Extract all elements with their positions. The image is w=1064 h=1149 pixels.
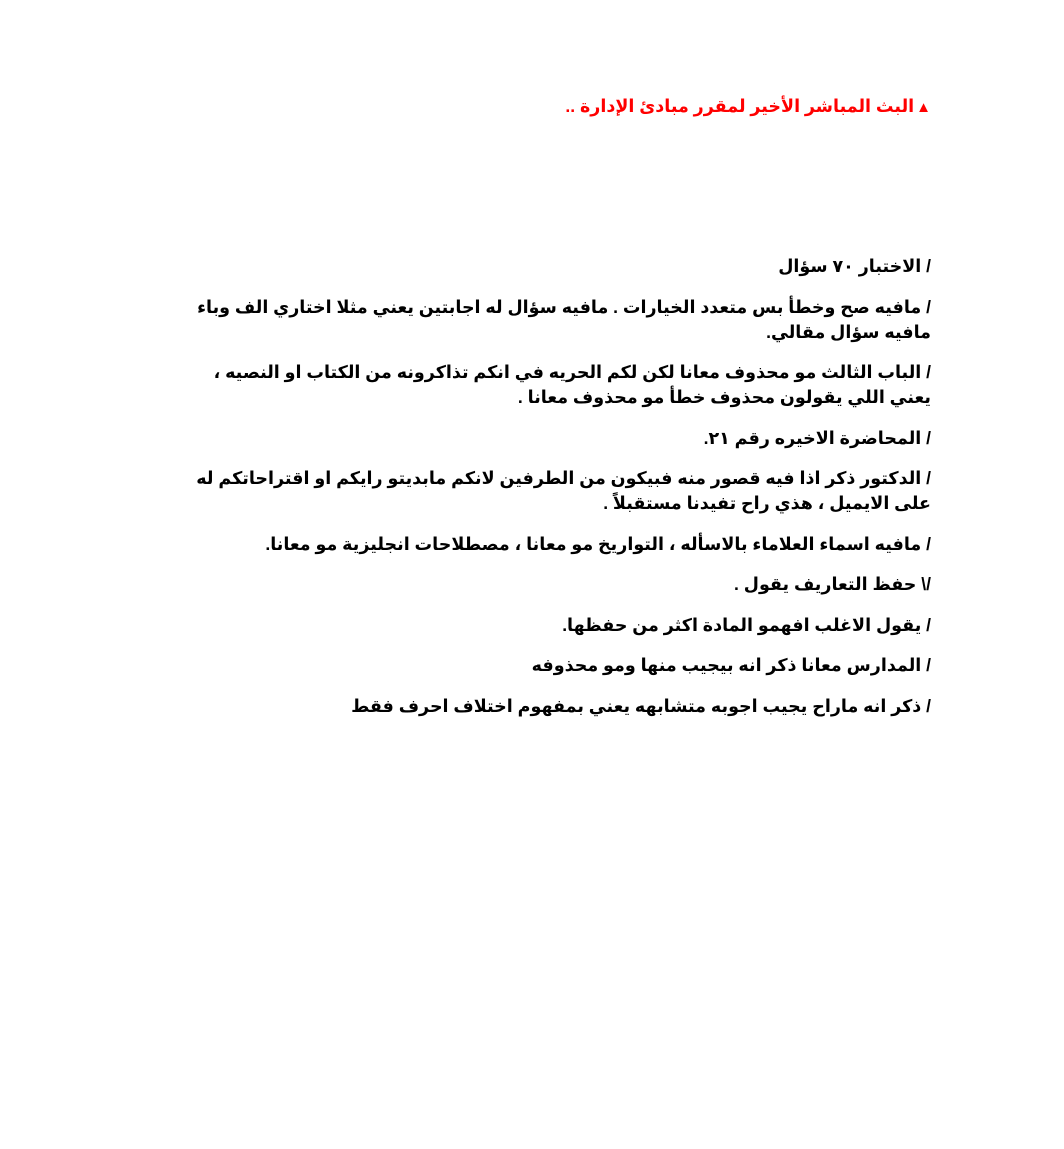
paragraph-question-format: / مافيه صح وخطأ بس متعدد الخيارات . مافيه سؤال له اجابتين يعني مثلا اختاري الف وباء مافيه سؤال مقالي.: [197, 296, 931, 342]
document-title: [151, 94, 931, 120]
paragraph-chapter-three: / الباب الثالث مو محذوف معانا لكن لكم الحريه في انكم تذاكرونه من الكتاب او النصيه ، يعني اللي يقولون محذوف خطأ مو محذوف معانا .: [213, 362, 931, 407]
paragraph-last-lecture: / المحاضرة الاخيره رقم ٢١.: [703, 427, 931, 448]
paragraph-feedback: / الدكتور ذكر اذا فيه قصور منه فبيكون من الطرفين لانكم مابديتو رايكم او اقتراحاتكم له على الايميل ، هذي راح تفيدنا مستقبلاً .: [196, 468, 931, 513]
paragraph-definitions: /\ حفظ التعاريف يقول .: [734, 574, 931, 594]
triangle-icon: ▲: [916, 99, 931, 116]
paragraph-exam-questions: / الاختبار ٧٠ سؤال: [778, 256, 931, 276]
paragraph-understanding: / يقول الاغلب افهمو المادة اكثر من حفظها.: [562, 614, 931, 635]
paragraph-similar-answers: / ذكر انه ماراح يجيب اجوبه متشابهه يعني بمفهوم اختلاف احرف فقط: [351, 695, 931, 716]
paragraph-names-dates: / مافيه اسماء العلاماء بالاسأله ، التواريخ مو معانا ، مصطلاحات انجليزية مو معانا.: [265, 533, 931, 554]
document-body: [186, 254, 931, 734]
title-text: البث المباشر الأخير لمقرر مبادئ الإدارة ..: [565, 96, 915, 116]
paragraph-schools: / المدارس معانا ذكر انه بيجيب منها ومو محذوفه: [531, 655, 931, 675]
